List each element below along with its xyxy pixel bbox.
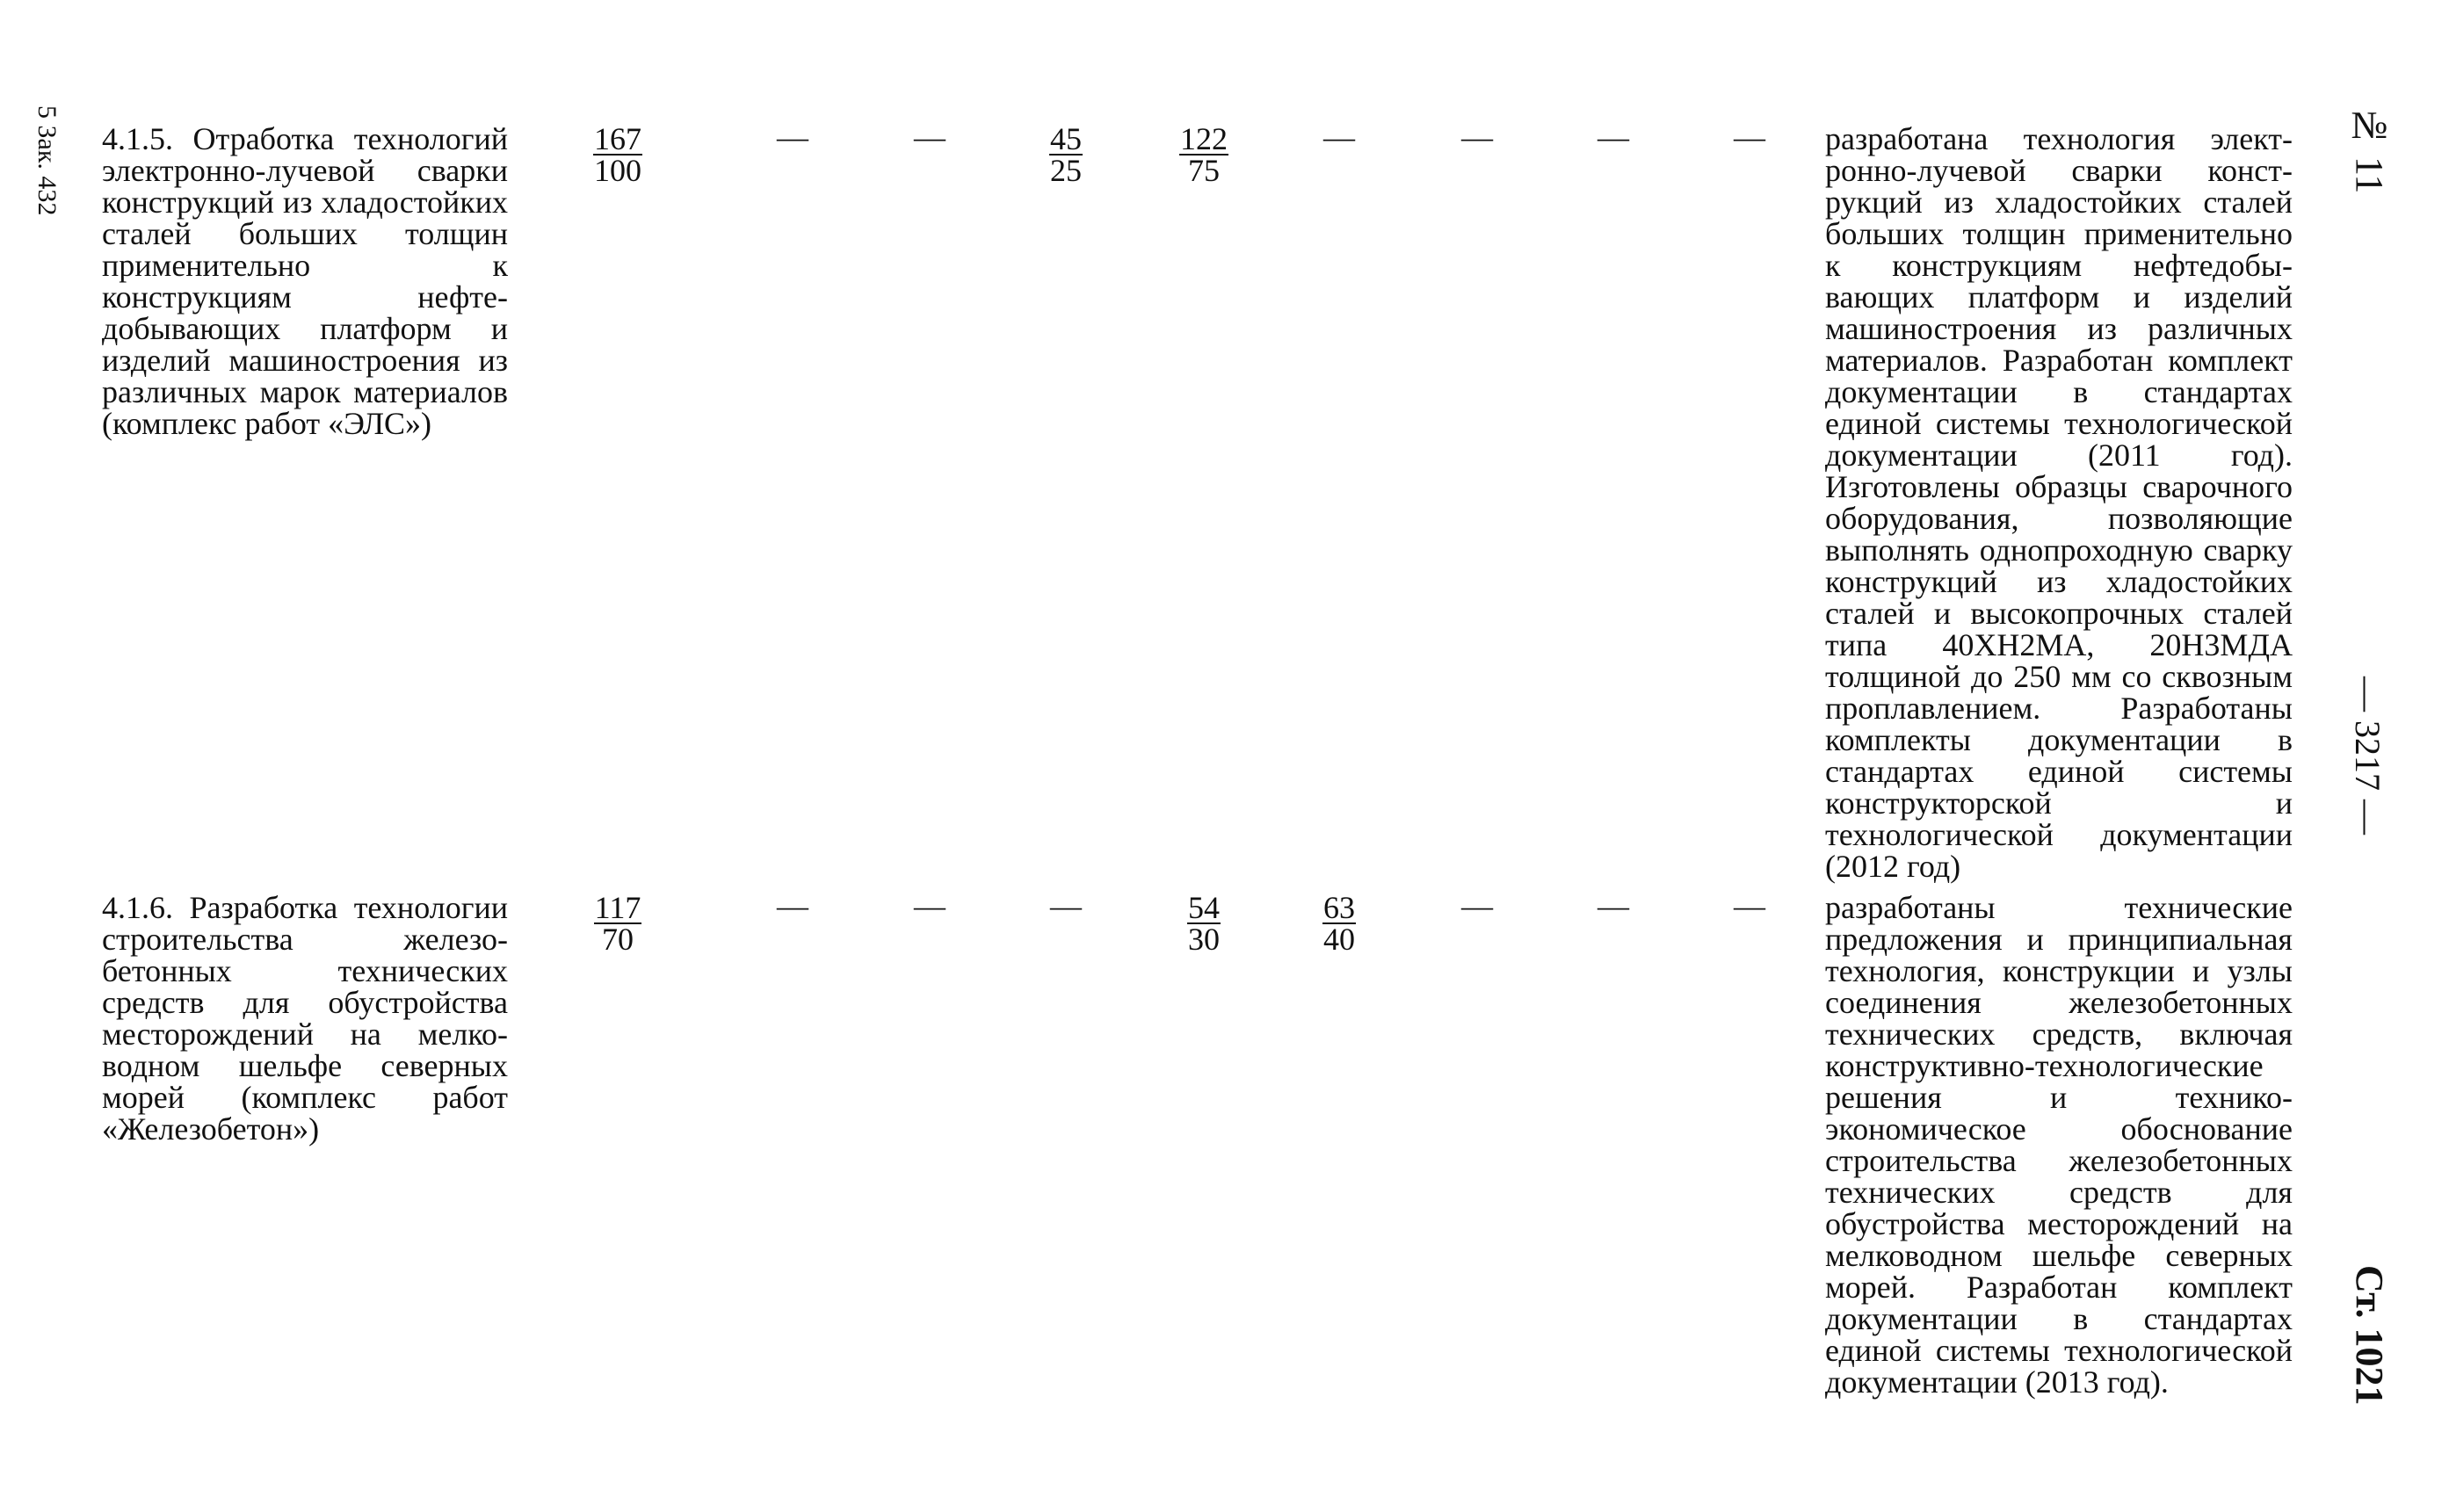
- empty-dash: —: [1461, 888, 1493, 923]
- issue-number: № 11: [2348, 104, 2391, 194]
- value-denominator: 30: [1188, 922, 1220, 957]
- empty-dash: —: [914, 888, 946, 923]
- value-denominator: 40: [1323, 922, 1355, 957]
- value-cell: [1151, 121, 1257, 188]
- empty-dash: —: [1598, 119, 1629, 155]
- empty-dash: —: [777, 888, 808, 923]
- value-cell: [1561, 888, 1666, 923]
- empty-dash: —: [777, 119, 808, 155]
- empty-dash: —: [1323, 119, 1355, 155]
- value-cell: [1151, 890, 1257, 957]
- value-denominator: 100: [594, 153, 641, 188]
- empty-dash: —: [1734, 888, 1765, 923]
- row-description: разработана технология электронно-лучевой сварки конструкций из хладостойких сталей больших толщин применительно к конструкциям нефтедобывающих платформ и изделий машиностроения из различных материалов. Разработан комплект документации в стандартах единой системы технологической документации (2011 год). Изготовлены образцы сварочного оборудования, позволяющие выполнять однопроходную сварку конструкций из хладостойких сталей и высокопрочных сталей типа 40ХН2МА, 20Н3МДА толщиной до 250 мм со сквозным проплавлением. Разработаны комплекты документации в стандартах единой системы конструкторской и технологической документации (2012 год): [1825, 121, 2293, 884]
- value-cell: [1013, 888, 1119, 923]
- value-cell: [740, 119, 845, 155]
- empty-dash: —: [1734, 119, 1765, 155]
- value-denominator: 75: [1188, 153, 1220, 188]
- left-margin-note: 5 Зак. 432: [33, 105, 62, 216]
- value-numerator: 167: [594, 121, 641, 156]
- value-cell: [1697, 888, 1802, 923]
- empty-dash: —: [1050, 888, 1082, 923]
- value-numerator: 54: [1188, 890, 1220, 925]
- value-cell: [1697, 119, 1802, 155]
- value-cell: [1286, 890, 1392, 957]
- value-cell: [877, 888, 982, 923]
- value-cell: [1424, 119, 1530, 155]
- empty-dash: —: [914, 119, 946, 155]
- value-numerator: 122: [1180, 121, 1228, 156]
- value-cell: [1286, 119, 1392, 155]
- value-denominator: 70: [602, 922, 634, 957]
- value-numerator: 63: [1323, 890, 1355, 925]
- value-cell: [877, 119, 982, 155]
- value-cell: [565, 890, 670, 957]
- value-cell: [1424, 888, 1530, 923]
- value-numerator: 117: [594, 890, 641, 925]
- article-number: Ст. 1021: [2348, 1265, 2391, 1406]
- row-title: 4.1.5. Отработка технологий электронно-лучевой сварки конструкций из хладостойких сталей больших толщин применительно к конструкциям нефтедобывающих платформ и изделий машиностроения из различных марок материалов (комплекс работ «ЭЛС»): [102, 121, 508, 441]
- row-description: разработаны технические предложения и принципиальная технология, конструкции и узлы соединения железобетонных технических средств, включая конструктивно-технологические решения и технико-экономическое обоснование строительства железобетонных технических средств для обустройства месторождений на мелководном шельфе северных морей. Разработан комплект документации в стандартах единой системы технологической документации (2013 год).: [1825, 890, 2293, 1400]
- empty-dash: —: [1461, 119, 1493, 155]
- value-denominator: 25: [1050, 153, 1082, 188]
- value-cell: [740, 888, 845, 923]
- value-cell: [1013, 121, 1119, 188]
- empty-dash: —: [1598, 888, 1629, 923]
- value-numerator: 45: [1050, 121, 1082, 156]
- value-cell: [1561, 119, 1666, 155]
- page-number: — 3217 —: [2348, 676, 2387, 835]
- row-title: 4.1.6. Разработка технологии строительства железобетонных технических средств для обустройства месторождений на мелководном шельфе северных морей (комплекс работ «Железобетон»): [102, 890, 508, 1147]
- value-cell: [565, 121, 670, 188]
